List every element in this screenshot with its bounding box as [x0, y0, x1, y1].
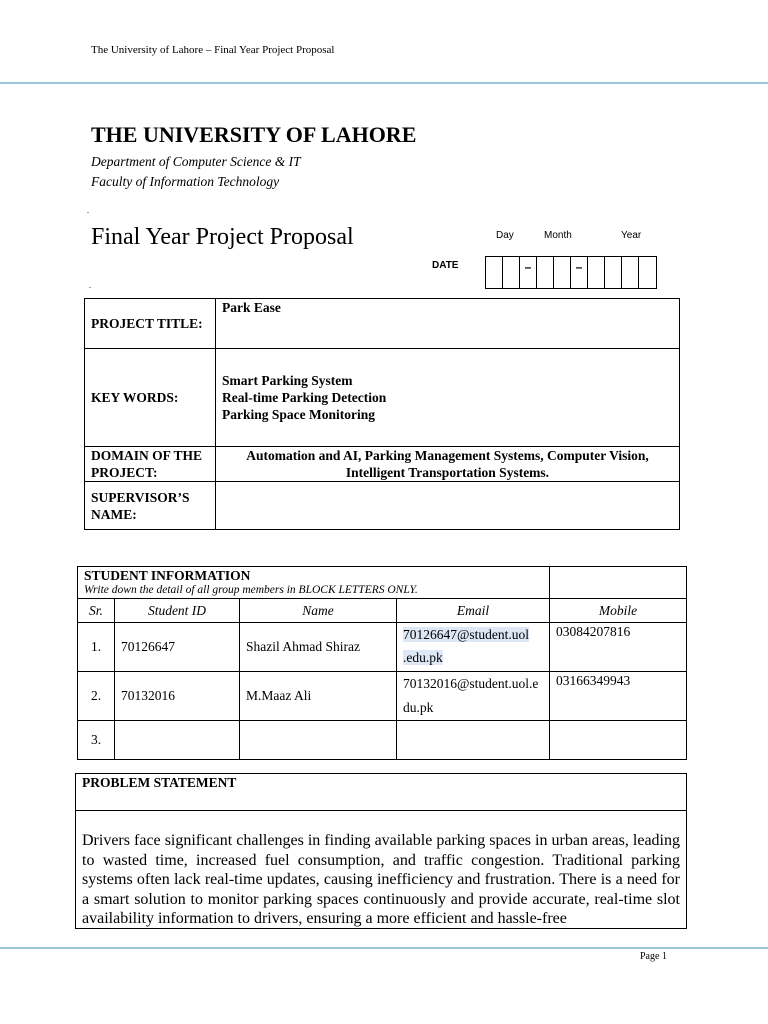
keyword-item: Real-time Parking Detection: [222, 390, 387, 405]
student-row: [78, 721, 687, 760]
student-sr: 1.: [78, 623, 115, 672]
date-label: DATE: [432, 260, 459, 271]
project-title-row: [85, 299, 680, 349]
domain-value-line: Intelligent Transportation Systems.: [345, 465, 550, 480]
date-digit-box[interactable]: [588, 257, 605, 288]
date-field[interactable]: [485, 256, 657, 289]
keywords-label: KEY WORDS:: [85, 349, 216, 447]
university-name: THE UNIVERSITY OF LAHORE: [91, 122, 417, 147]
student-name[interactable]: [240, 721, 397, 760]
domain-label-line: DOMAIN OF THE: [91, 448, 203, 463]
date-digit-box[interactable]: [554, 257, 571, 288]
student-email[interactable]: [397, 672, 550, 721]
form-title: Final Year Project Proposal: [91, 224, 354, 250]
keywords-row: [85, 349, 680, 447]
student-mobile[interactable]: 03166349943: [550, 672, 687, 721]
student-id[interactable]: [115, 721, 240, 760]
student-id[interactable]: 70132016: [115, 672, 240, 721]
student-info-heading: STUDENT INFORMATION: [84, 568, 251, 583]
keyword-item: Parking Space Monitoring: [222, 407, 376, 422]
supervisor-value[interactable]: [216, 482, 680, 530]
faculty-name: Faculty of Information Technology: [91, 174, 280, 189]
problem-statement-heading: PROBLEM STATEMENT: [76, 774, 686, 811]
year-label: Year: [621, 230, 642, 241]
running-header: The University of Lahore – Final Year Project Proposal: [91, 44, 335, 56]
month-label: Month: [544, 230, 572, 241]
department-block: [91, 152, 301, 192]
student-heading-cell: [78, 567, 550, 599]
column-header-student-id: Student ID: [115, 599, 240, 623]
project-title-label: PROJECT TITLE:: [85, 299, 216, 349]
supervisor-label-line: NAME:: [91, 506, 137, 522]
student-email[interactable]: [397, 721, 550, 760]
student-columns-row: [78, 599, 687, 623]
email-line: 70126647@student.uol: [403, 627, 530, 642]
domain-row: [85, 447, 680, 482]
student-email[interactable]: [397, 623, 550, 672]
date-separator: –: [520, 257, 537, 288]
problem-statement-box: [75, 773, 687, 929]
email-line: 70132016@student.uol.e: [403, 676, 539, 691]
date-digit-box[interactable]: [639, 257, 656, 288]
student-mobile[interactable]: [550, 721, 687, 760]
domain-label-line: PROJECT:: [91, 465, 158, 480]
student-row: [78, 623, 687, 672]
date-digit-box[interactable]: [537, 257, 554, 288]
student-info-instruction: Write down the detail of all group members in BLOCK LETTERS ONLY.: [84, 584, 418, 596]
column-header-mobile: Mobile: [550, 599, 687, 623]
supervisor-row: [85, 482, 680, 530]
date-digit-box[interactable]: [486, 257, 503, 288]
domain-value-line: Automation and AI, Parking Management Systems, Computer Vision,: [246, 448, 649, 463]
empty-cell: [550, 567, 687, 599]
column-header-sr: Sr.: [78, 599, 115, 623]
student-name[interactable]: M.Maaz Ali: [240, 672, 397, 721]
email-line: du.pk: [403, 700, 434, 715]
department-name: Department of Computer Science & IT: [91, 154, 301, 169]
keywords-value[interactable]: [216, 349, 680, 447]
date-digit-box[interactable]: [503, 257, 520, 288]
date-digit-box[interactable]: [605, 257, 622, 288]
date-separator: –: [571, 257, 588, 288]
student-mobile[interactable]: 03084207816: [550, 623, 687, 672]
project-title-value[interactable]: Park Ease: [216, 299, 680, 349]
date-digit-box[interactable]: [622, 257, 639, 288]
keyword-item: Smart Parking System: [222, 373, 353, 388]
supervisor-label-line: SUPERVISOR’S: [91, 489, 190, 505]
header-divider: [0, 82, 768, 84]
student-info-table: [77, 566, 687, 760]
domain-label: [85, 447, 216, 482]
footer-divider: [192, 947, 768, 949]
column-header-email: Email: [397, 599, 550, 623]
student-heading-row: [78, 567, 687, 599]
column-header-name: Name: [240, 599, 397, 623]
supervisor-label: [85, 482, 216, 530]
student-row: [78, 672, 687, 721]
domain-value[interactable]: [216, 447, 680, 482]
page-number: Page 1: [640, 951, 667, 962]
footer-divider: [0, 947, 192, 949]
problem-statement-text: Drivers face significant challenges in finding available parking spaces in urban areas, leading to wasted time, increased fuel consumption, and traffic congestion. Traditional parking systems often lack real-time updates, causing inefficiency and frustration. There is a need for a smart solution to monitor parking spaces continuously and provide accurate, real-time slot availability information to drivers, ensuring a more efficient and hassle-free: [82, 832, 680, 927]
student-sr: 3.: [78, 721, 115, 760]
paragraph-mark: .: [89, 281, 91, 290]
student-id[interactable]: 70126647: [115, 623, 240, 672]
day-label: Day: [496, 230, 514, 241]
student-sr: 2.: [78, 672, 115, 721]
student-name[interactable]: Shazil Ahmad Shiraz: [240, 623, 397, 672]
project-details-table: [84, 298, 680, 530]
paragraph-mark: .: [87, 206, 89, 215]
email-line: .edu.pk: [403, 650, 443, 665]
